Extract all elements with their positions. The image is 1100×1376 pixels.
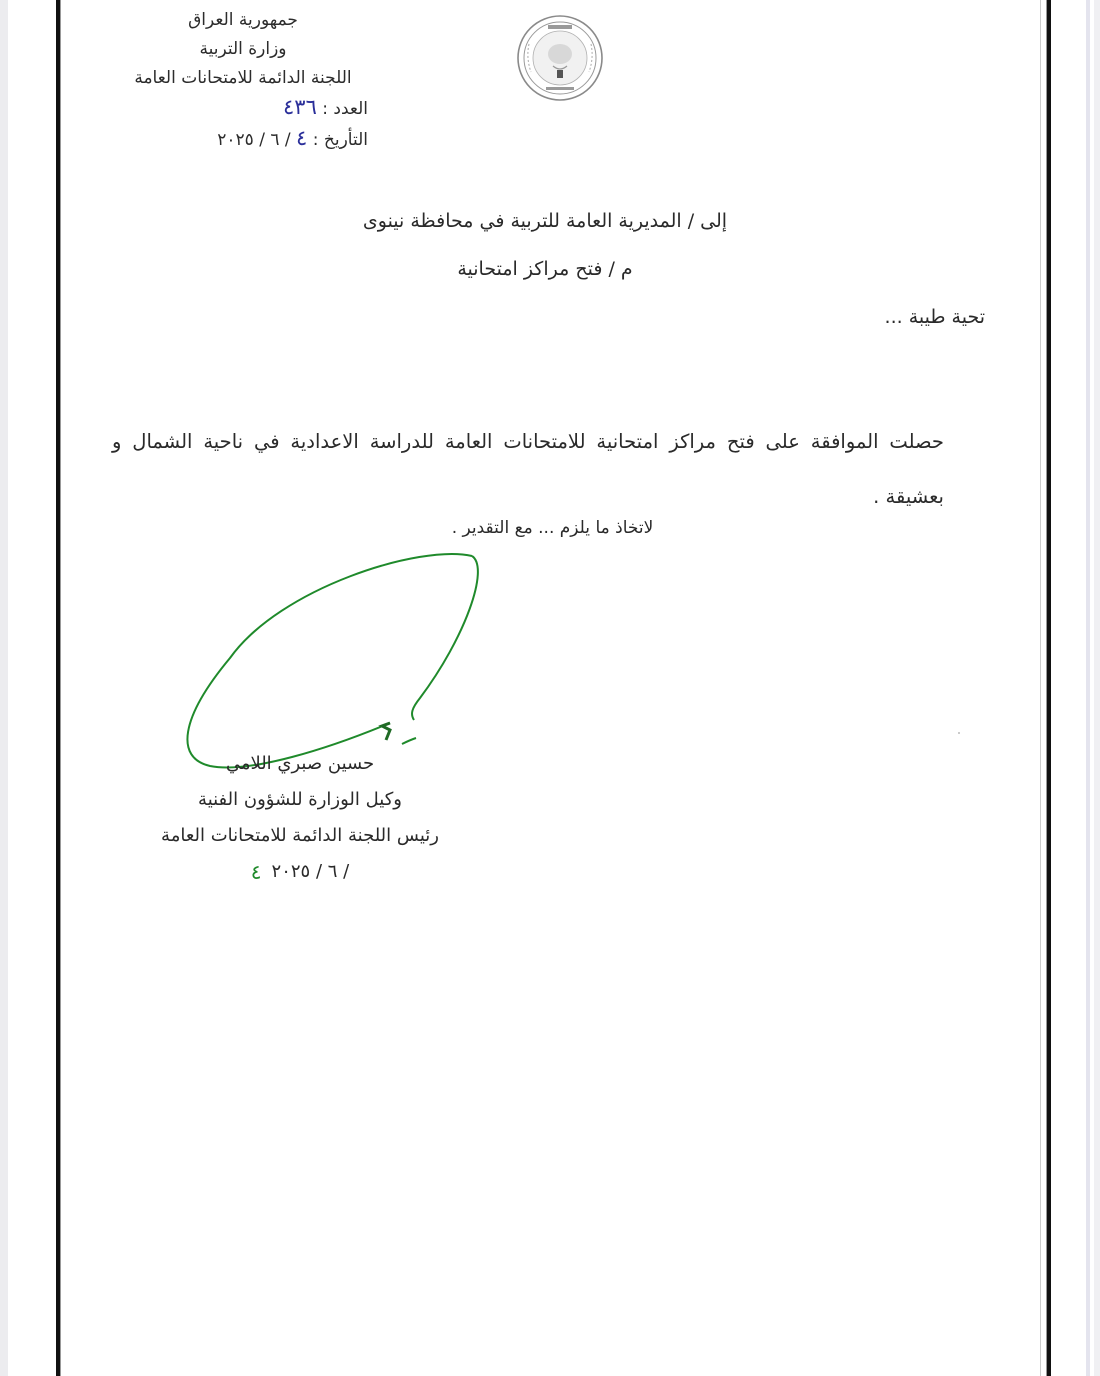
letter-body: حصلت الموافقة على فتح مراكز امتحانية للامتحانات العامة للدراسة الاعدادية في ناحية الشمال و بعشيقة . bbox=[112, 430, 944, 508]
country-name: جمهورية العراق bbox=[188, 10, 298, 30]
ministry-name: وزارة التربية bbox=[199, 39, 287, 59]
subject-line: م / فتح مراكز امتحانية bbox=[457, 258, 633, 280]
ministry-seal-icon bbox=[515, 14, 605, 102]
signature-date-month-year: / ٦ / ٢٠٢٥ bbox=[271, 861, 350, 882]
scan-speck bbox=[958, 732, 960, 734]
date-day-handwritten: ٤ bbox=[296, 126, 308, 150]
scan-edge-left bbox=[0, 0, 8, 1376]
signature-date-day-handwritten: ٤ bbox=[250, 860, 262, 884]
signatory-title: وكيل الوزارة للشؤون الفنية bbox=[198, 789, 402, 810]
reference-number-handwritten: ٤٣٦ bbox=[283, 95, 317, 119]
reference-label: العدد : bbox=[322, 99, 368, 119]
closing-line: لاتخاذ ما يلزم ... مع التقدير . bbox=[451, 518, 654, 538]
greeting: تحية طيبة ... bbox=[884, 306, 985, 328]
signature-date bbox=[130, 854, 470, 890]
signatory-block bbox=[130, 746, 470, 890]
date-month-year: / ٦ / ٢٠٢٥ bbox=[217, 130, 291, 150]
scan-edge-right-outer bbox=[1094, 0, 1100, 1376]
letter-page bbox=[60, 0, 1046, 1376]
signatory-position: رئيس اللجنة الدائمة للامتحانات العامة bbox=[161, 825, 439, 846]
committee-name: اللجنة الدائمة للامتحانات العامة bbox=[134, 68, 352, 88]
date-label: التأريخ : bbox=[312, 130, 368, 150]
addressee: إلى / المديرية العامة للتربية في محافظة نينوى bbox=[362, 210, 728, 232]
signatory-name: حسين صبري اللامي bbox=[225, 753, 375, 774]
reference-number bbox=[118, 93, 368, 124]
page-border-right bbox=[1046, 0, 1051, 1376]
scan-edge-right bbox=[1086, 0, 1090, 1376]
letterhead bbox=[118, 6, 368, 155]
letter-date bbox=[118, 124, 368, 155]
